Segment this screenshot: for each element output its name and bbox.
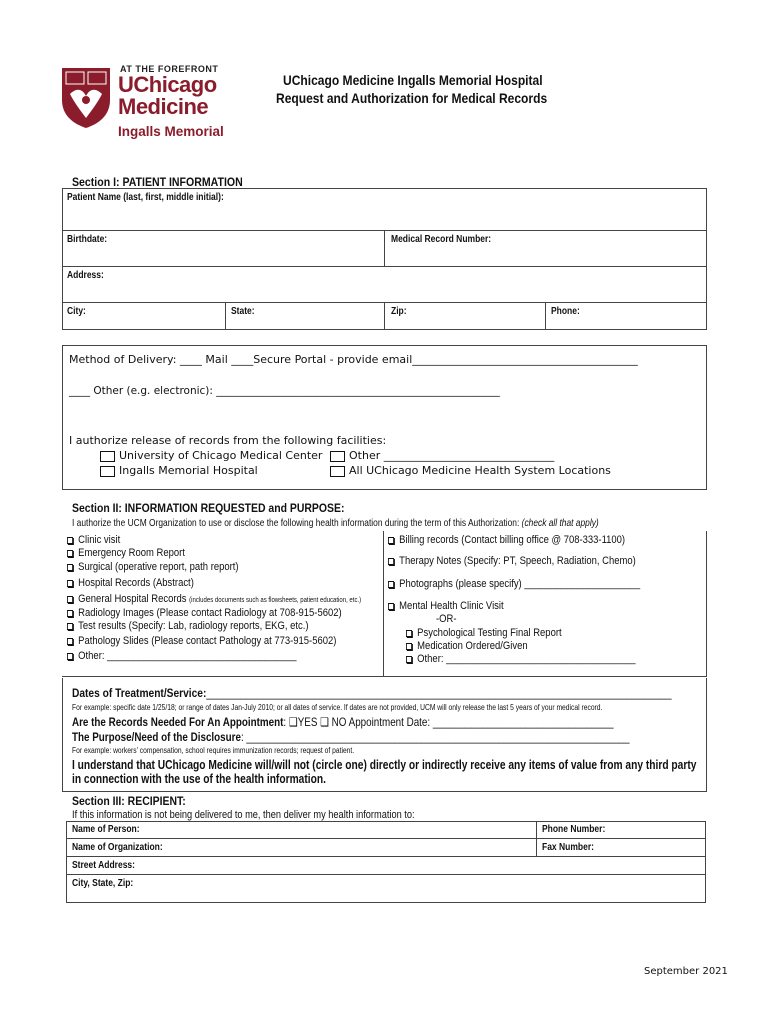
item-billing[interactable]: Billing records (Contact billing office @ 708-333-1100)	[388, 534, 625, 546]
section3-heading: Section III: RECIPIENT:	[72, 794, 186, 808]
checkbox[interactable]	[67, 564, 73, 571]
checkbox[interactable]	[388, 581, 394, 588]
city-field[interactable]: City:	[67, 306, 86, 317]
checkbox[interactable]	[67, 638, 73, 645]
page-title-line2: Request and Authorization for Medical Records	[276, 90, 548, 106]
section2-intro: I authorize the UCM Organization to use or disclose the following health information during the term of this Authorization: (check all that apply)	[72, 517, 599, 529]
section1-heading: Section I: PATIENT INFORMATION	[72, 175, 243, 189]
item-hospital-records[interactable]: Hospital Records (Abstract)	[67, 577, 194, 589]
checkbox[interactable]	[388, 537, 394, 544]
logo-name-1: UChicago	[118, 72, 217, 97]
checkbox[interactable]	[388, 558, 394, 565]
authorize-facilities: I authorize release of records from the following facilities:	[69, 434, 387, 447]
item-pathology[interactable]: Pathology Slides (Please contact Pathology at 773-915-5602)	[67, 635, 336, 647]
item-clinic-visit[interactable]: Clinic visit	[67, 534, 120, 546]
uchicago-shield-icon	[60, 66, 112, 130]
zip-field[interactable]: Zip:	[391, 306, 407, 317]
item-photographs[interactable]: Photographs (please specify) ______________________	[388, 578, 640, 590]
checkbox[interactable]	[406, 630, 412, 637]
checkbox[interactable]	[67, 550, 73, 557]
understand-statement-1: I understand that UChicago Medicine will/will not (circle one) directly or indirectly receive any items of value from any third party	[72, 758, 697, 772]
mrn-field[interactable]: Medical Record Number:	[391, 234, 492, 245]
address-field[interactable]: Address:	[67, 270, 104, 281]
logo-name-3: Ingalls Memorial	[118, 124, 224, 139]
checkbox[interactable]	[67, 610, 73, 617]
item-test-results[interactable]: Test results (Specify: Lab, radiology reports, EKG, etc.)	[67, 620, 308, 632]
facility-ingalls[interactable]: Ingalls Memorial Hospital	[100, 464, 258, 477]
checkbox[interactable]	[406, 656, 412, 663]
recipient-org-field[interactable]: Name of Organization:	[72, 842, 163, 853]
recipient-fax-field[interactable]: Fax Number:	[542, 842, 594, 853]
delivery-method[interactable]: Method of Delivery: ____ Mail ____Secure Portal - provide email_________________________________________	[69, 353, 638, 366]
item-psych-testing[interactable]: Psychological Testing Final Report	[406, 627, 562, 639]
birthdate-field[interactable]: Birthdate:	[67, 234, 108, 245]
purpose-example: For example: workers' compensation, school requires immunization records; request of patient.	[72, 746, 355, 755]
item-radiology[interactable]: Radiology Images (Please contact Radiology at 708-915-5602)	[67, 607, 342, 619]
recipient-phone-field[interactable]: Phone Number:	[542, 824, 606, 835]
section3-intro: If this information is not being delivered to me, then deliver my health information to:	[72, 809, 415, 821]
item-therapy[interactable]: Therapy Notes (Specify: PT, Speech, Radiation, Chemo)	[388, 555, 636, 567]
logo	[60, 66, 250, 146]
item-surgical[interactable]: Surgical (operative report, path report)	[67, 561, 239, 573]
checkbox[interactable]	[67, 537, 73, 544]
facility-ingalls-checkbox[interactable]	[100, 466, 115, 477]
phone-field[interactable]: Phone:	[551, 306, 580, 317]
facility-uchicago[interactable]: University of Chicago Medical Center	[100, 449, 322, 462]
or-separator: -OR-	[436, 613, 457, 625]
facility-uchicago-checkbox[interactable]	[100, 451, 115, 462]
understand-statement-2: in connection with the use of the health information.	[72, 772, 326, 786]
item-mental-health[interactable]: Mental Health Clinic Visit	[388, 600, 504, 612]
dates-example: For example: specific date 1/25/18; or range of dates Jan-July 2010; or all dates of service. If dates are not provided, UCM will only release the last 5 years of your medical record.	[72, 703, 603, 712]
logo-tagline: AT THE FOREFRONT	[120, 64, 219, 74]
page-title-line1: UChicago Medicine Ingalls Memorial Hospital	[283, 72, 543, 88]
section2-heading: Section II: INFORMATION REQUESTED and PURPOSE:	[72, 501, 345, 515]
facility-all-checkbox[interactable]	[330, 466, 345, 477]
recipient-street-field[interactable]: Street Address:	[72, 860, 135, 871]
recipient-city-field[interactable]: City, State, Zip:	[72, 878, 134, 889]
delivery-other[interactable]: ____ Other (e.g. electronic): ______________________________________________________	[69, 385, 500, 397]
checkbox[interactable]	[67, 580, 73, 587]
recipient-name-field[interactable]: Name of Person:	[72, 824, 140, 835]
appointment-question[interactable]: Are the Records Needed For An Appointment: ❑YES ❑ NO Appointment Date: _________________________________	[72, 715, 614, 729]
checkbox[interactable]	[388, 603, 394, 610]
state-field[interactable]: State:	[231, 306, 255, 317]
checkbox[interactable]	[67, 623, 73, 630]
patient-name-field[interactable]: Patient Name (last, first, middle initial):	[67, 192, 224, 203]
revision-date: September 2021	[644, 966, 728, 977]
purpose-of-disclosure[interactable]: The Purpose/Need of the Disclosure: ______________________________________________________________________	[72, 730, 630, 744]
item-other-right[interactable]: Other: ____________________________________	[406, 653, 635, 665]
logo-name-2: Medicine	[118, 94, 209, 119]
facility-other-checkbox[interactable]	[330, 451, 345, 462]
checkbox[interactable]	[67, 653, 73, 660]
item-other-left[interactable]: Other: ____________________________________	[67, 650, 296, 662]
checkbox[interactable]	[406, 643, 412, 650]
item-general-records[interactable]: General Hospital Records (includes documents such as flowsheets, patient education, etc.)	[67, 593, 361, 605]
facility-other[interactable]: Other _______________________________	[330, 449, 554, 462]
item-medication[interactable]: Medication Ordered/Given	[406, 640, 528, 652]
facility-all[interactable]: All UChicago Medicine Health System Locations	[330, 464, 611, 477]
checkbox[interactable]	[67, 596, 73, 603]
recipient-table	[66, 821, 706, 903]
item-er-report[interactable]: Emergency Room Report	[67, 547, 185, 559]
dates-of-treatment[interactable]: Dates of Treatment/Service:__________________________________________________________________________________	[72, 686, 672, 700]
